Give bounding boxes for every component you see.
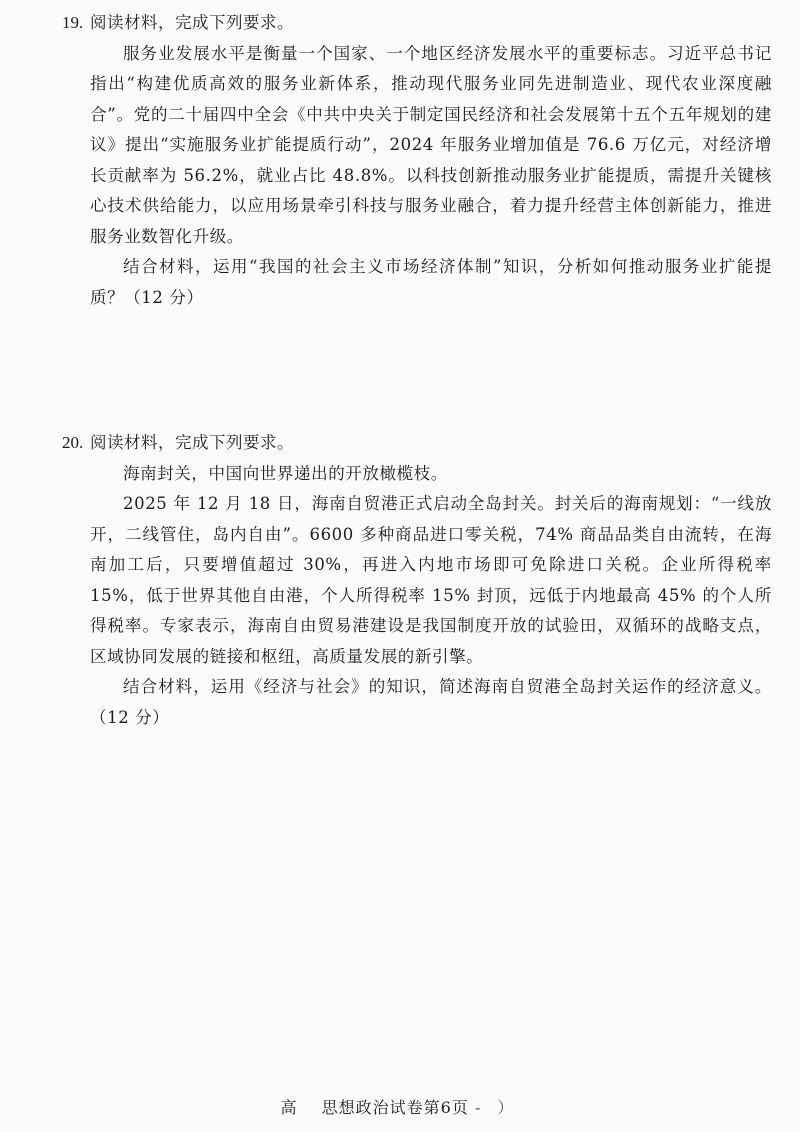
question-19-task: 结合材料，运用“我国的社会主义市场经济体制”知识，分析如何推动服务业扩能提质？（12 分）	[90, 257, 772, 307]
question-20-task: 结合材料，运用《经济与社会》的知识，简述海南自贸港全岛封关运作的经济意义。（12 分）	[90, 677, 772, 727]
question-20-material: 2025 年 12 月 18 日，海南自贸港正式启动全岛封关。封关后的海南规划：“一线放开，二线管住，岛内自由”。6600 多种商品进口零关税，74% 商品品类自由流转，在海南加工后，只要增值超过 30%，再进入内地市场即可免除进口关税。企业所得税率 15%，低于世界其他自由港，个人所得税率 15% 封顶，远低于内地最高 45% 的个人所得税率。专家表示，海南自由贸易港建设是我国制度开放的试验田，双循环的战略支点，区域协同发展的链接和枢纽，高质量发展的新引擎。	[90, 494, 772, 666]
question-20-header	[62, 428, 772, 459]
footer-title: 思想政治试卷第6页	[321, 1098, 469, 1117]
page-footer	[0, 1095, 800, 1118]
question-19	[62, 8, 772, 313]
question-20-subtitle: 海南封关，中国向世界递出的开放橄榄枝。	[123, 463, 448, 483]
footer-level: 高	[280, 1098, 298, 1117]
question-19-material: 服务业发展水平是衡量一个国家、一个地区经济发展水平的重要标志。习近平总书记指出“构建优质高效的服务业新体系，推动现代服务业同先进制造业、现代农业深度融合”。党的二十届四中全会《中共中央关于制定国民经济和社会发展第十五个五年规划的建议》提出“实施服务业扩能提质行动”，2024 年服务业增加值是 76.6 万亿元，对经济增长贡献率为 56.2%，就业占比 48.8%。以科技创新推动服务业扩能提质，需提升关键核心技术供给能力，以应用场景牵引科技与服务业融合，着力提升经营主体创新能力，推进服务业数智化升级。	[90, 43, 772, 246]
question-20-number: 20.	[62, 433, 84, 452]
question-19-instruction: 阅读材料，完成下列要求。	[90, 13, 294, 32]
question-19-header	[62, 8, 772, 39]
footer-smudge: - ）	[474, 1098, 520, 1117]
question-20-instruction: 阅读材料，完成下列要求。	[90, 433, 294, 452]
question-20	[62, 428, 772, 733]
question-19-number: 19.	[62, 13, 84, 32]
